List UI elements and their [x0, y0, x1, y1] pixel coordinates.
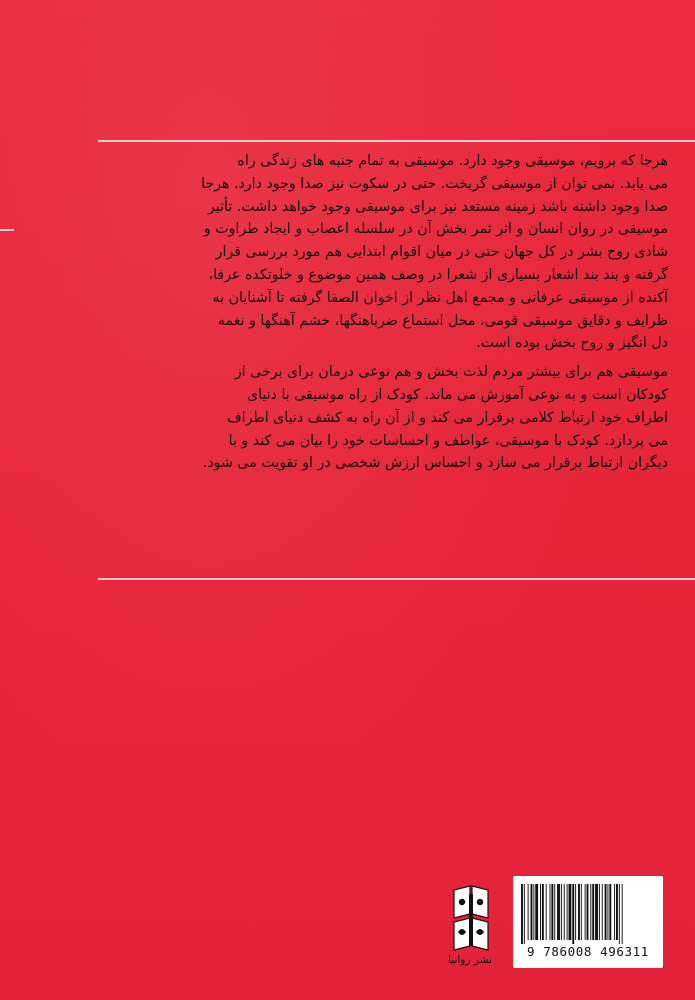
barcode-bar	[528, 884, 529, 940]
barcode-bar	[546, 884, 547, 940]
isbn-number: 9 786008 496311	[527, 944, 649, 959]
barcode-bar	[616, 884, 618, 940]
barcode-bar	[575, 884, 576, 940]
barcode-bar	[587, 884, 589, 940]
barcode-bar	[607, 884, 608, 940]
publisher-name: نشر روانیا	[448, 954, 492, 966]
barcode-bar	[592, 884, 594, 940]
barcode-bar	[533, 884, 534, 940]
barcode-bar	[554, 884, 555, 940]
barcode-bar	[602, 884, 603, 940]
text-line: موسیقی در روان انسان و اثر ثمر بخش آن در سلسله اعصاب و ایجاد طراوت و	[203, 221, 668, 238]
text-line: موسیقی هم برای بیشتر مردم لذت بخش و هم نوعی درمان برای برخی از	[234, 364, 668, 381]
barcode-bar	[595, 884, 598, 940]
text-line: می یابد. نمی توان از موسیقی گریخت. حتی در سکوت نیز صدا وجود دارد. هرجا	[201, 175, 668, 192]
barcode-bar	[614, 884, 615, 940]
barcode-bar	[557, 884, 560, 940]
barcode-bar	[551, 884, 553, 940]
text-line: دیگران ارتباط برقرار می سازد و احساس ارزش شخصی در او تقویت می شود.	[202, 455, 668, 472]
barcode-bar	[524, 884, 525, 944]
barcode-bar	[569, 884, 572, 940]
barcode-bar	[521, 884, 523, 944]
barcode-bar	[535, 884, 538, 940]
text-line: دل انگیز و روح بخش بوده است.	[476, 335, 668, 352]
barcode-bar	[540, 884, 541, 940]
barcode-bar	[550, 884, 551, 940]
barcode-bar	[609, 884, 611, 940]
barcode-bar	[564, 884, 565, 940]
text-line: ظرایف و دقایق موسیقی قومی، محل استماع ضرباهنگها، خشم آهنگها و نغمه	[217, 312, 668, 329]
barcode-bar	[605, 884, 607, 940]
bottom-divider	[98, 578, 695, 580]
barcode-bar	[561, 884, 562, 940]
barcode-bar	[581, 884, 582, 940]
barcode-bar	[567, 884, 568, 940]
barcode-bar	[619, 884, 620, 944]
barcode-bar	[572, 884, 574, 944]
text-line: شادی روح بشر در کل جهان حتی در میان اقوام ابتدایی هم مورد بررسی قرار	[215, 244, 668, 261]
blurb-paragraph-2	[112, 361, 668, 475]
barcode-icon	[519, 884, 657, 944]
top-divider	[98, 140, 695, 142]
text-line: می پردازد. کودک با موسیقی، عواطف و احساسات خود را بیان می کند و با	[228, 432, 668, 449]
text-line: کودکان است و به نوعی آموزش می ماند. کودک از راه موسیقی با دنیای	[246, 386, 668, 403]
text-line: اطراف خود ارتباط کلامی برقرار می کند و از آن راه به کشف دنیای اطراف	[226, 409, 668, 426]
barcode-bar	[578, 884, 580, 940]
barcode-bar	[585, 884, 586, 940]
text-line: گرفته و بند بند اشعار بسیاری از شعرا در وصف همین موضوع و خلوتکده عرفا،	[208, 266, 668, 283]
barcode-bar	[542, 884, 544, 940]
barcode-bar	[622, 884, 623, 944]
isbn-barcode	[513, 876, 663, 968]
text-line: صدا وجود داشته باشد زمینه مستعد نیز برای موسیقی وجود خواهد داشت. تأثیر	[207, 198, 668, 215]
text-line: آکنده از موسیقی عرفانی و مجمع اهل نظر از اخوان الصفا گرفته تا آشنایان به	[212, 289, 668, 306]
edge-mark	[0, 229, 14, 231]
barcode-bar	[590, 884, 591, 940]
blurb-paragraph-1	[112, 150, 668, 355]
barcode-bar	[599, 884, 600, 940]
blurb-text	[112, 150, 668, 475]
text-line: هرجا که برویم، موسیقی وجود دارد. موسیقی به تمام جنبه های زندگی راه	[237, 153, 668, 169]
barcode-bar	[531, 884, 533, 940]
